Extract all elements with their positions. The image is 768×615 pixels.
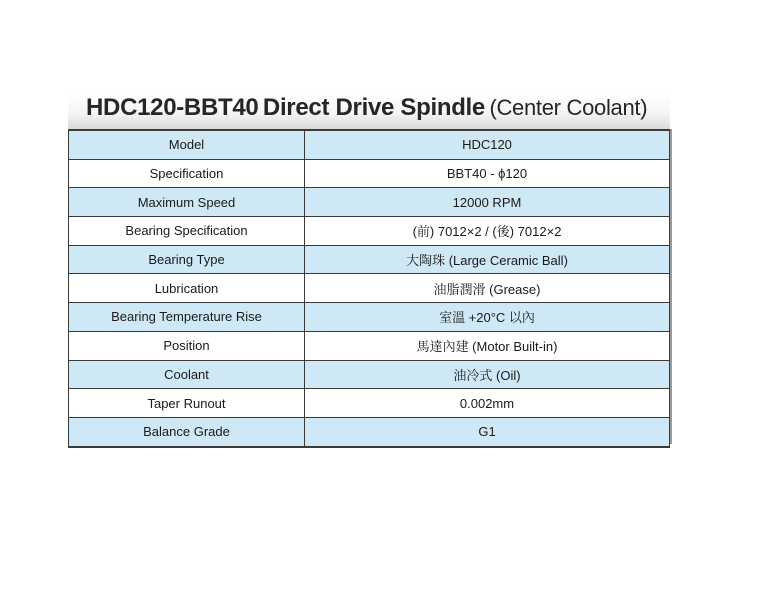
table-row	[69, 389, 670, 418]
row-value: 12000 RPM	[305, 188, 670, 217]
page-title	[86, 90, 647, 129]
table-row	[69, 159, 670, 188]
row-label: Bearing Type	[69, 245, 305, 274]
row-value: 馬達內建 (Motor Built-in)	[305, 331, 670, 360]
title-product-name: Direct Drive Spindle	[262, 94, 485, 121]
row-value: BBT40 - ϕ120	[305, 159, 670, 188]
row-value: 油脂潤滑 (Grease)	[305, 274, 670, 303]
row-label: Coolant	[69, 360, 305, 389]
row-label: Balance Grade	[69, 417, 305, 446]
row-value: HDC120	[305, 130, 670, 159]
table-row	[69, 130, 670, 159]
table-row	[69, 417, 670, 446]
title-note: (Center Coolant)	[489, 95, 648, 120]
row-label: Bearing Specification	[69, 217, 305, 246]
table-row	[69, 303, 670, 332]
row-value: G1	[305, 417, 670, 446]
row-value: 油冷式 (Oil)	[305, 360, 670, 389]
title-model: HDC120-BBT40	[86, 94, 259, 121]
table-row	[69, 360, 670, 389]
row-label: Lubrication	[69, 274, 305, 303]
table-shadow	[670, 129, 672, 444]
row-label: Specification	[69, 159, 305, 188]
row-label: Model	[69, 130, 305, 159]
row-value: (前) 7012×2 / (後) 7012×2	[305, 217, 670, 246]
row-label: Position	[69, 331, 305, 360]
table-row	[69, 274, 670, 303]
row-value: 大陶珠 (Large Ceramic Ball)	[305, 245, 670, 274]
row-label: Taper Runout	[69, 389, 305, 418]
table-row	[69, 245, 670, 274]
row-value: 室溫 +20°C 以內	[305, 303, 670, 332]
row-label: Bearing Temperature Rise	[69, 303, 305, 332]
row-label: Maximum Speed	[69, 188, 305, 217]
table-row	[69, 217, 670, 246]
row-value: 0.002mm	[305, 389, 670, 418]
table-row	[69, 331, 670, 360]
spec-table	[68, 129, 670, 448]
table-row	[69, 188, 670, 217]
